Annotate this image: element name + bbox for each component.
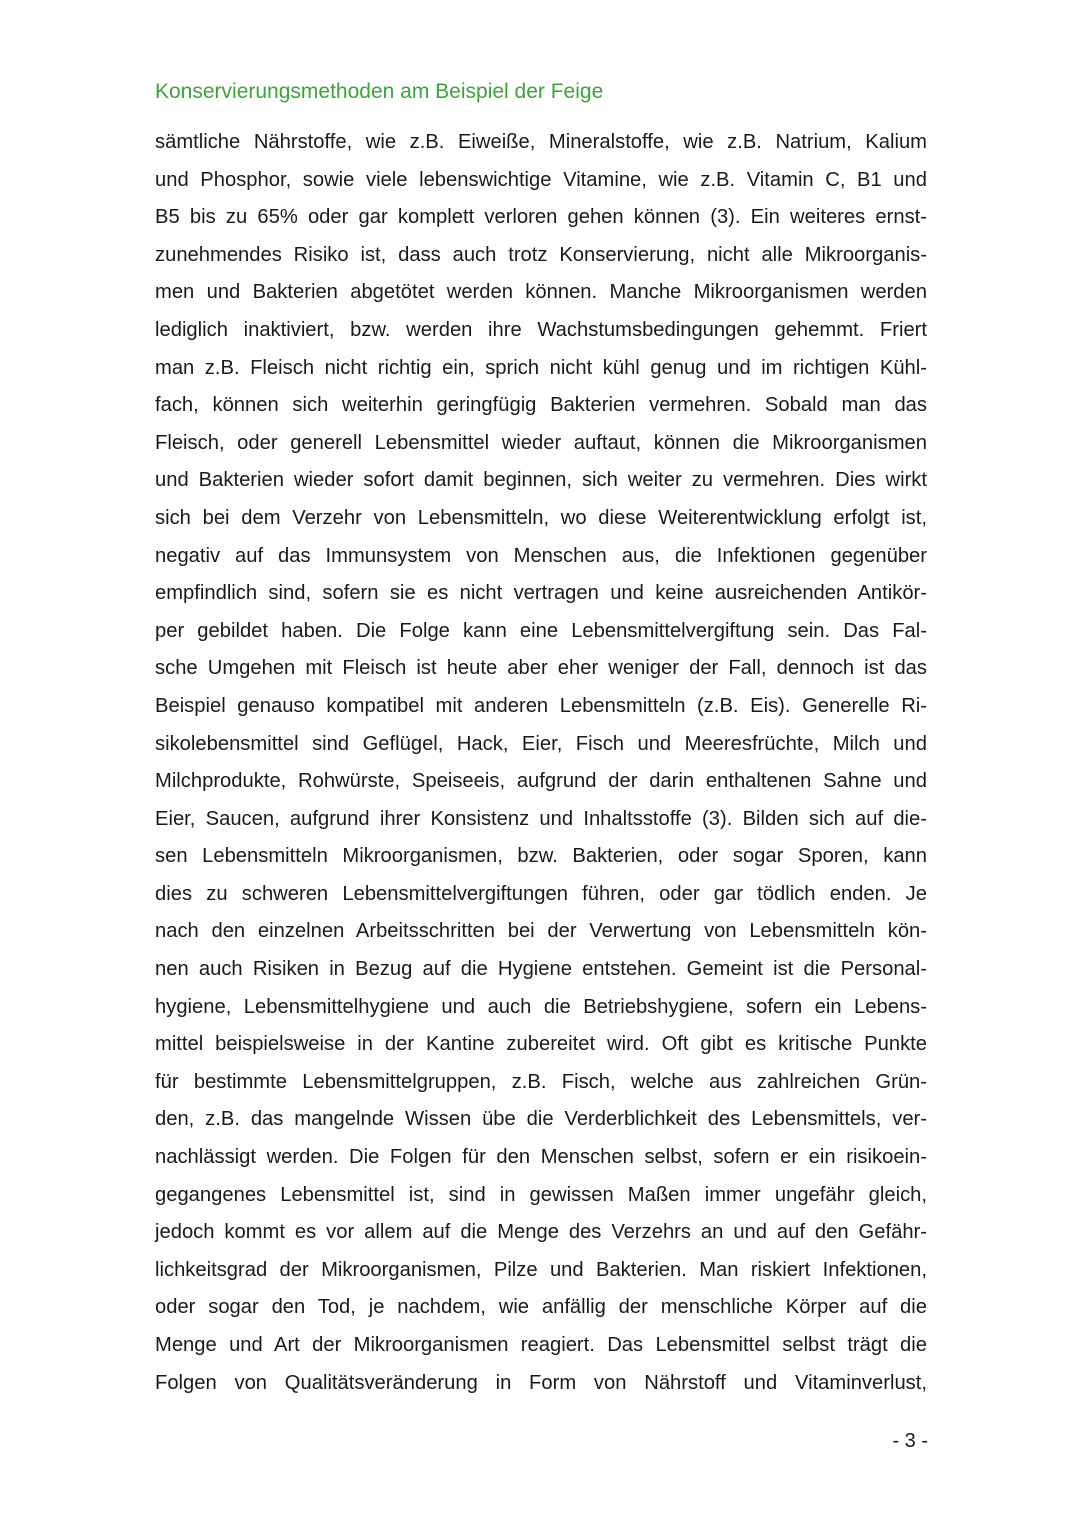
body-line: zunehmendes Risiko ist, dass auch trotz Konservierung, nicht alle Mikroorganis- [155, 243, 927, 266]
body-line: Folgen von Qualitätsveränderung in Form von Nährstoff und Vitaminverlust, [155, 1371, 927, 1394]
body-line: hygiene, Lebensmittelhygiene und auch die Betriebshygiene, sofern ein Lebens- [155, 995, 927, 1018]
body-line: Beispiel genauso kompatibel mit anderen Lebensmitteln (z.B. Eis). Generelle Ri- [155, 694, 927, 717]
body-line: mittel beispielsweise in der Kantine zubereitet wird. Oft gibt es kritische Punkte [155, 1033, 927, 1056]
body-line: nachlässigt werden. Die Folgen für den Menschen selbst, sofern er ein risikoein- [155, 1146, 927, 1169]
body-line: und Phosphor, sowie viele lebenswichtige Vitamine, wie z.B. Vitamin C, B1 und [155, 168, 927, 191]
body-line: dies zu schweren Lebensmittelvergiftungen führen, oder gar tödlich enden. Je [155, 882, 927, 905]
body-line: sämtliche Nährstoffe, wie z.B. Eiweiße, Mineralstoffe, wie z.B. Natrium, Kalium [155, 131, 927, 153]
body-line: B5 bis zu 65% oder gar komplett verloren gehen können (3). Ein weiteres ernst- [155, 206, 927, 229]
body-line: oder sogar den Tod, je nachdem, wie anfällig der menschliche Körper auf die [155, 1296, 927, 1319]
body-line: negativ auf das Immunsystem von Menschen aus, die Infektionen gegenüber [155, 544, 927, 567]
page-number: - 3 - [892, 1430, 928, 1452]
body-line: sche Umgehen mit Fleisch ist heute aber eher weniger der Fall, dennoch ist das [155, 657, 927, 680]
body-line: sikolebensmittel sind Geflügel, Hack, Eier, Fisch und Meeresfrüchte, Milch und [155, 732, 927, 755]
body-line: per gebildet haben. Die Folge kann eine Lebensmittelvergiftung sein. Das Fal- [155, 619, 927, 642]
body-line: lediglich inaktiviert, bzw. werden ihre Wachstumsbedingungen gehemmt. Friert [155, 318, 927, 341]
body-line: nach den einzelnen Arbeitsschritten bei der Verwertung von Lebensmitteln kön- [155, 920, 927, 943]
body-line: Eier, Saucen, aufgrund ihrer Konsistenz und Inhaltsstoffe (3). Bilden sich auf die- [155, 807, 927, 830]
body-line: sen Lebensmitteln Mikroorganismen, bzw. Bakterien, oder sogar Sporen, kann [155, 845, 927, 868]
body-line: und Bakterien wieder sofort damit beginnen, sich weiter zu vermehren. Dies wirkt [155, 469, 927, 492]
body-line: gegangenes Lebensmittel ist, sind in gewissen Maßen immer ungefähr gleich, [155, 1183, 927, 1206]
body-line: Menge und Art der Mikroorganismen reagiert. Das Lebensmittel selbst trägt die [155, 1334, 927, 1356]
body-line: den, z.B. das mangelnde Wissen übe die Verderblichkeit des Lebensmittels, ver- [155, 1108, 927, 1131]
body-line: fach, können sich weiterhin geringfügig Bakterien vermehren. Sobald man das [155, 394, 927, 417]
body-line: sich bei dem Verzehr von Lebensmitteln, wo diese Weiterentwicklung erfolgt ist, [155, 506, 927, 529]
body-line: empfindlich sind, sofern sie es nicht vertragen und keine ausreichenden Antikör- [155, 582, 927, 605]
running-header-title: Konservierungsmethoden am Beispiel der Feige [155, 80, 604, 103]
body-line: lichkeitsgrad der Mikroorganismen, Pilze und Bakterien. Man riskiert Infektionen, [155, 1258, 927, 1281]
body-line: man z.B. Fleisch nicht richtig ein, sprich nicht kühl genug und im richtigen Kühl- [155, 356, 927, 379]
body-line: für bestimmte Lebensmittelgruppen, z.B. Fisch, welche aus zahlreichen Grün- [155, 1070, 927, 1093]
body-line: nen auch Risiken in Bezug auf die Hygiene entstehen. Gemeint ist die Personal- [155, 958, 927, 981]
body-text [155, 124, 927, 1402]
body-line: Milchprodukte, Rohwürste, Speiseeis, aufgrund der darin enthaltenen Sahne und [155, 770, 927, 793]
body-line: Fleisch, oder generell Lebensmittel wieder auftaut, können die Mikroorganismen [155, 431, 927, 454]
body-line: jedoch kommt es vor allem auf die Menge des Verzehrs an und auf den Gefähr- [155, 1221, 927, 1244]
body-line: men und Bakterien abgetötet werden können. Manche Mikroorganismen werden [155, 281, 927, 304]
